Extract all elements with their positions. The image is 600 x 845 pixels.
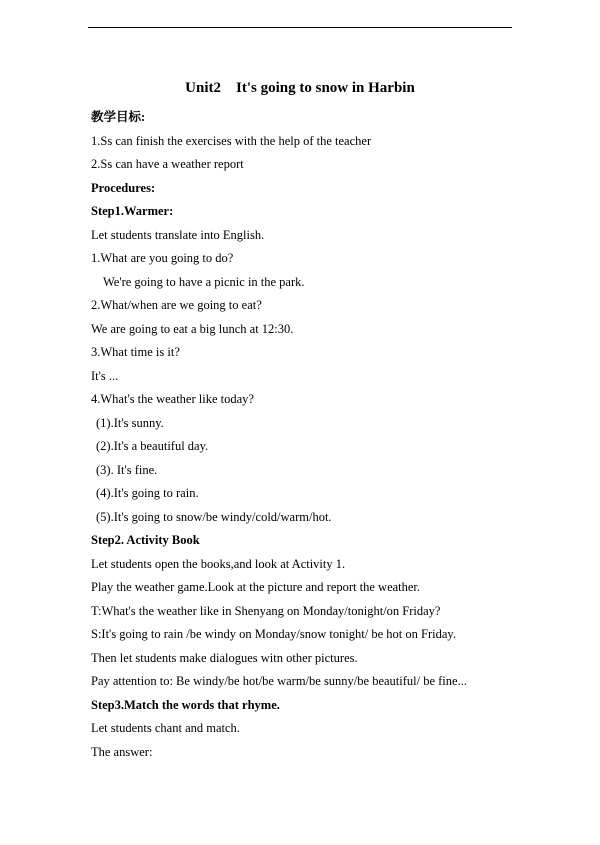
body-line: We're going to have a picnic in the park. — [103, 274, 305, 289]
step2-heading: Step2. Activity Book — [91, 533, 200, 547]
body-line: S:It's going to rain /be windy on Monday/snow tonight/ be hot on Friday. — [91, 627, 456, 641]
document-body — [91, 106, 531, 764]
step3-heading: Step3.Match the words that rhyme. — [91, 697, 280, 712]
body-line: 3.What time is it? — [91, 345, 180, 359]
list-item: (2).It's a beautiful day. — [96, 439, 209, 453]
header-rule — [88, 27, 512, 28]
body-line: 1.What are you going to do? — [91, 251, 234, 265]
body-line: The answer: — [91, 744, 153, 759]
body-line: Let students open the books,and look at Activity 1. — [91, 556, 346, 571]
objective-1: 1.Ss can finish the exercises with the help of the teacher — [91, 133, 372, 148]
body-line: We are going to eat a big lunch at 12:30. — [91, 321, 294, 336]
list-item: (3). It's fine. — [96, 462, 158, 477]
step1-heading: Step1.Warmer: — [91, 204, 174, 218]
body-line: 2.What/when are we going to eat? — [91, 298, 262, 312]
body-line: 4.What's the weather like today? — [91, 392, 254, 406]
body-line: Pay attention to: Be windy/be hot/be warm/be sunny/be beautiful/ be fine... — [91, 674, 467, 688]
objective-2: 2.Ss can have a weather report — [91, 157, 244, 171]
body-line: Then let students make dialogues witn other pictures. — [91, 650, 358, 665]
list-item: (4).It's going to rain. — [96, 486, 199, 500]
objectives-heading: 教学目标: — [91, 110, 146, 124]
body-line: Play the weather game.Look at the picture and report the weather. — [91, 580, 421, 594]
list-item: (1).It's sunny. — [96, 415, 164, 430]
page-title: Unit2 It's going to snow in Harbin — [185, 80, 415, 96]
body-line: Let students chant and match. — [91, 721, 240, 735]
list-item: (5).It's going to snow/be windy/cold/warm/hot. — [96, 509, 332, 524]
body-line: Let students translate into English. — [91, 227, 265, 242]
body-line: T:What's the weather like in Shenyang on Monday/tonight/on Friday? — [91, 603, 441, 618]
body-line: It's ... — [91, 368, 119, 383]
procedures-heading: Procedures: — [91, 180, 156, 195]
